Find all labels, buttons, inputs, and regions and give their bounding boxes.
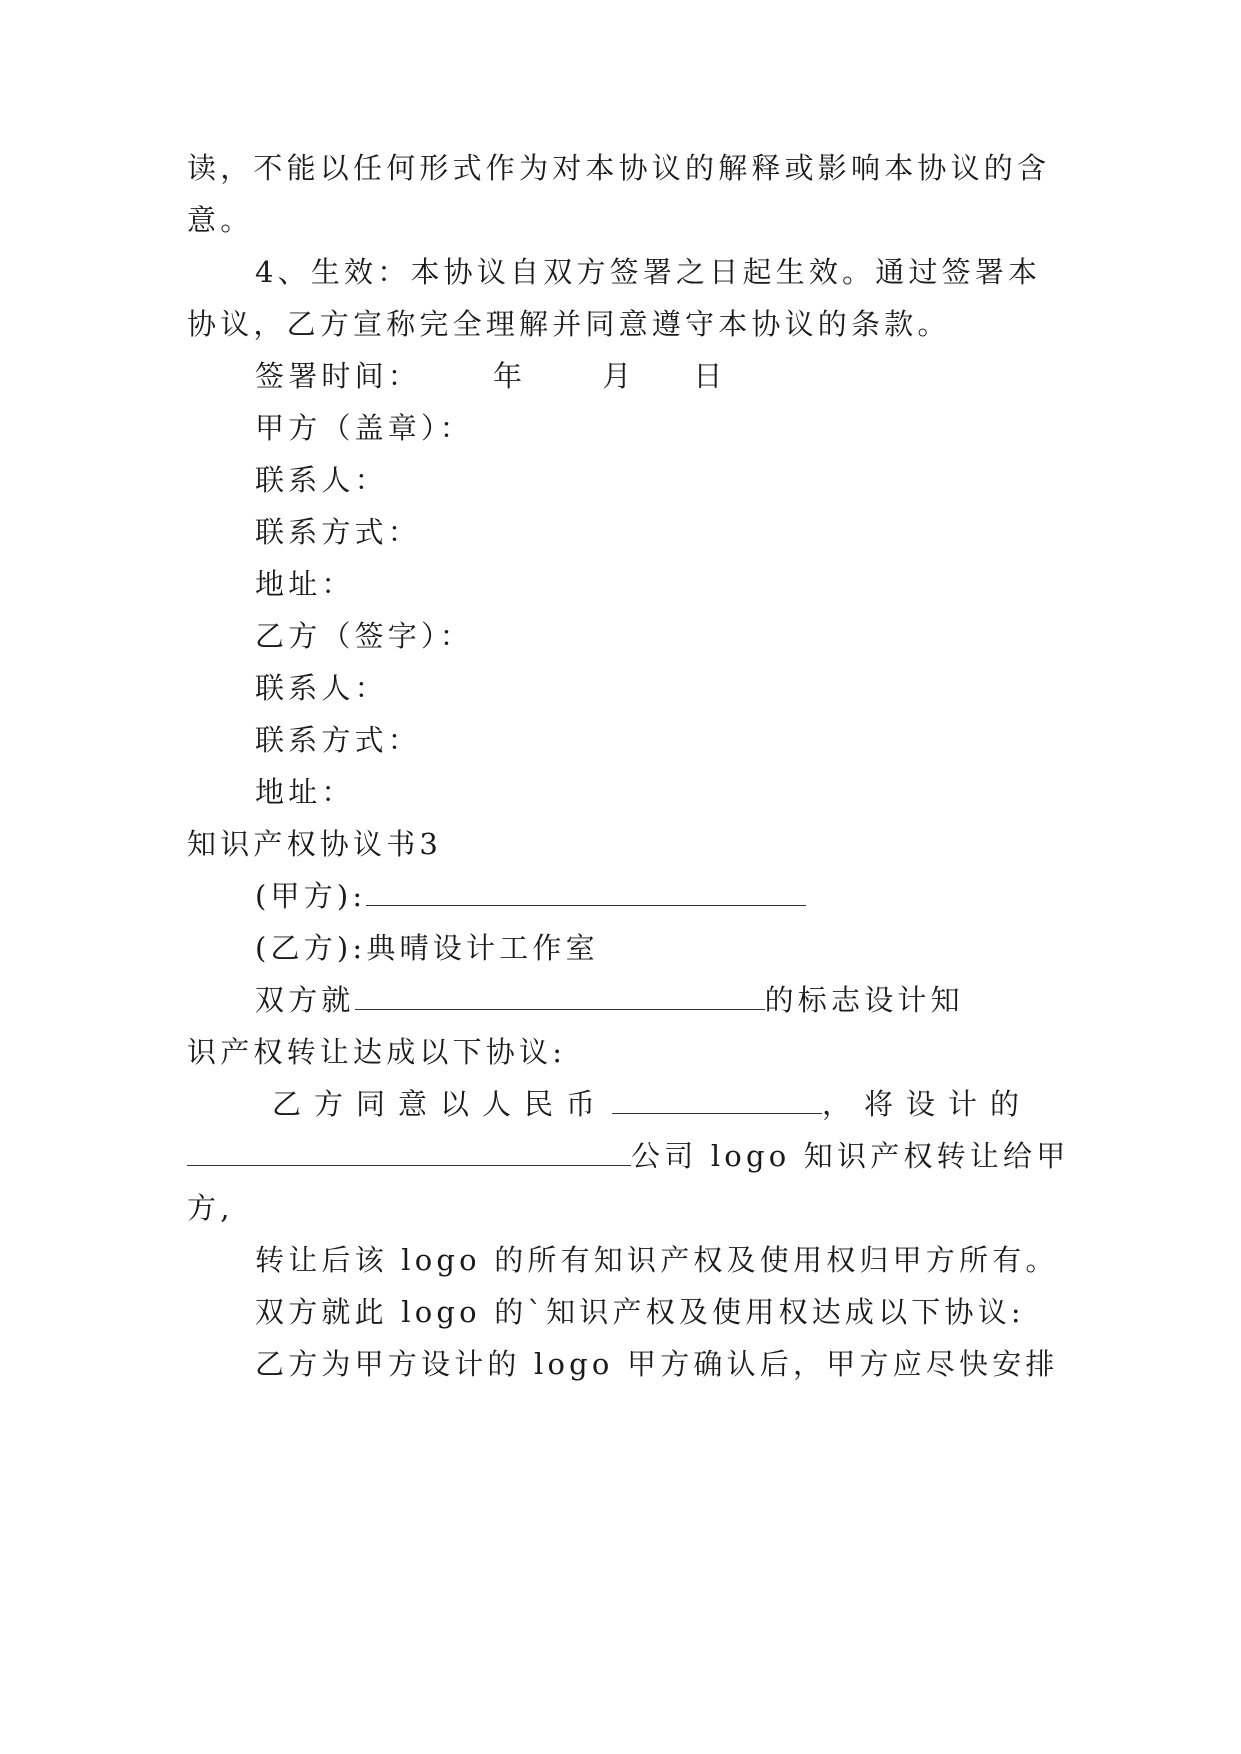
agree-prefix: 双方就	[255, 983, 355, 1017]
address-a-label: 地址：	[255, 567, 355, 601]
sign-time-label: 签署时间：	[255, 359, 422, 393]
contact-b-label: 联系人：	[255, 671, 388, 705]
price-suffix: ，将设计的	[822, 1087, 1033, 1121]
contact-method-b-label: 联系方式：	[255, 723, 422, 757]
agree-row	[255, 978, 1047, 1022]
company-blank	[187, 1137, 631, 1166]
company-row	[187, 1134, 1070, 1178]
paragraph-line: 协议，乙方宣称完全理解并同意遵守本协议的条款。	[187, 307, 951, 341]
sign-time-row	[255, 354, 1047, 398]
paragraph-line: 识产权转让达成以下协议:	[187, 1035, 567, 1069]
clause-effective-line: 4、生效：本协议自双方签署之日起生效。通过签署本	[255, 255, 1042, 289]
company-suffix: 公司 logo 知识产权转让给甲	[631, 1139, 1070, 1173]
paragraph-line: 意。	[187, 203, 254, 237]
day-label: 日	[693, 359, 727, 393]
price-row	[272, 1082, 1047, 1126]
party-a-label: (甲方):	[255, 879, 367, 913]
party-b-row: (乙方):典晴设计工作室	[255, 931, 599, 965]
paragraph-line: 读，不能以任何形式作为对本协议的解释或影响本协议的含	[187, 151, 1051, 185]
section-title: 知识产权协议书3	[187, 827, 443, 861]
year-label: 年	[493, 359, 527, 393]
paragraph-line: 转让后该 logo 的所有知识产权及使用权归甲方所有。	[255, 1243, 1059, 1277]
address-b-label: 地址：	[255, 775, 355, 809]
month-label: 月	[602, 359, 636, 393]
party-a-seal-label: 甲方（盖章）：	[255, 411, 473, 445]
party-a-blank	[366, 877, 806, 906]
paragraph-line: 乙方为甲方设计的 logo 甲方确认后，甲方应尽快安排	[255, 1347, 1059, 1381]
agree-suffix: 的标志设计知	[764, 983, 964, 1017]
paragraph-line: 双方就此 logo 的`知识产权及使用权达成以下协议:	[255, 1295, 1025, 1329]
price-blank	[612, 1085, 822, 1114]
contact-a-label: 联系人：	[255, 463, 388, 497]
agree-blank	[355, 981, 765, 1010]
party-b-sign-label: 乙方（签字）：	[255, 619, 473, 653]
paragraph-line: 方,	[187, 1191, 234, 1225]
price-label: 乙方同意以人民币	[272, 1087, 609, 1121]
party-a-row	[255, 874, 1047, 918]
contact-method-a-label: 联系方式：	[255, 515, 422, 549]
